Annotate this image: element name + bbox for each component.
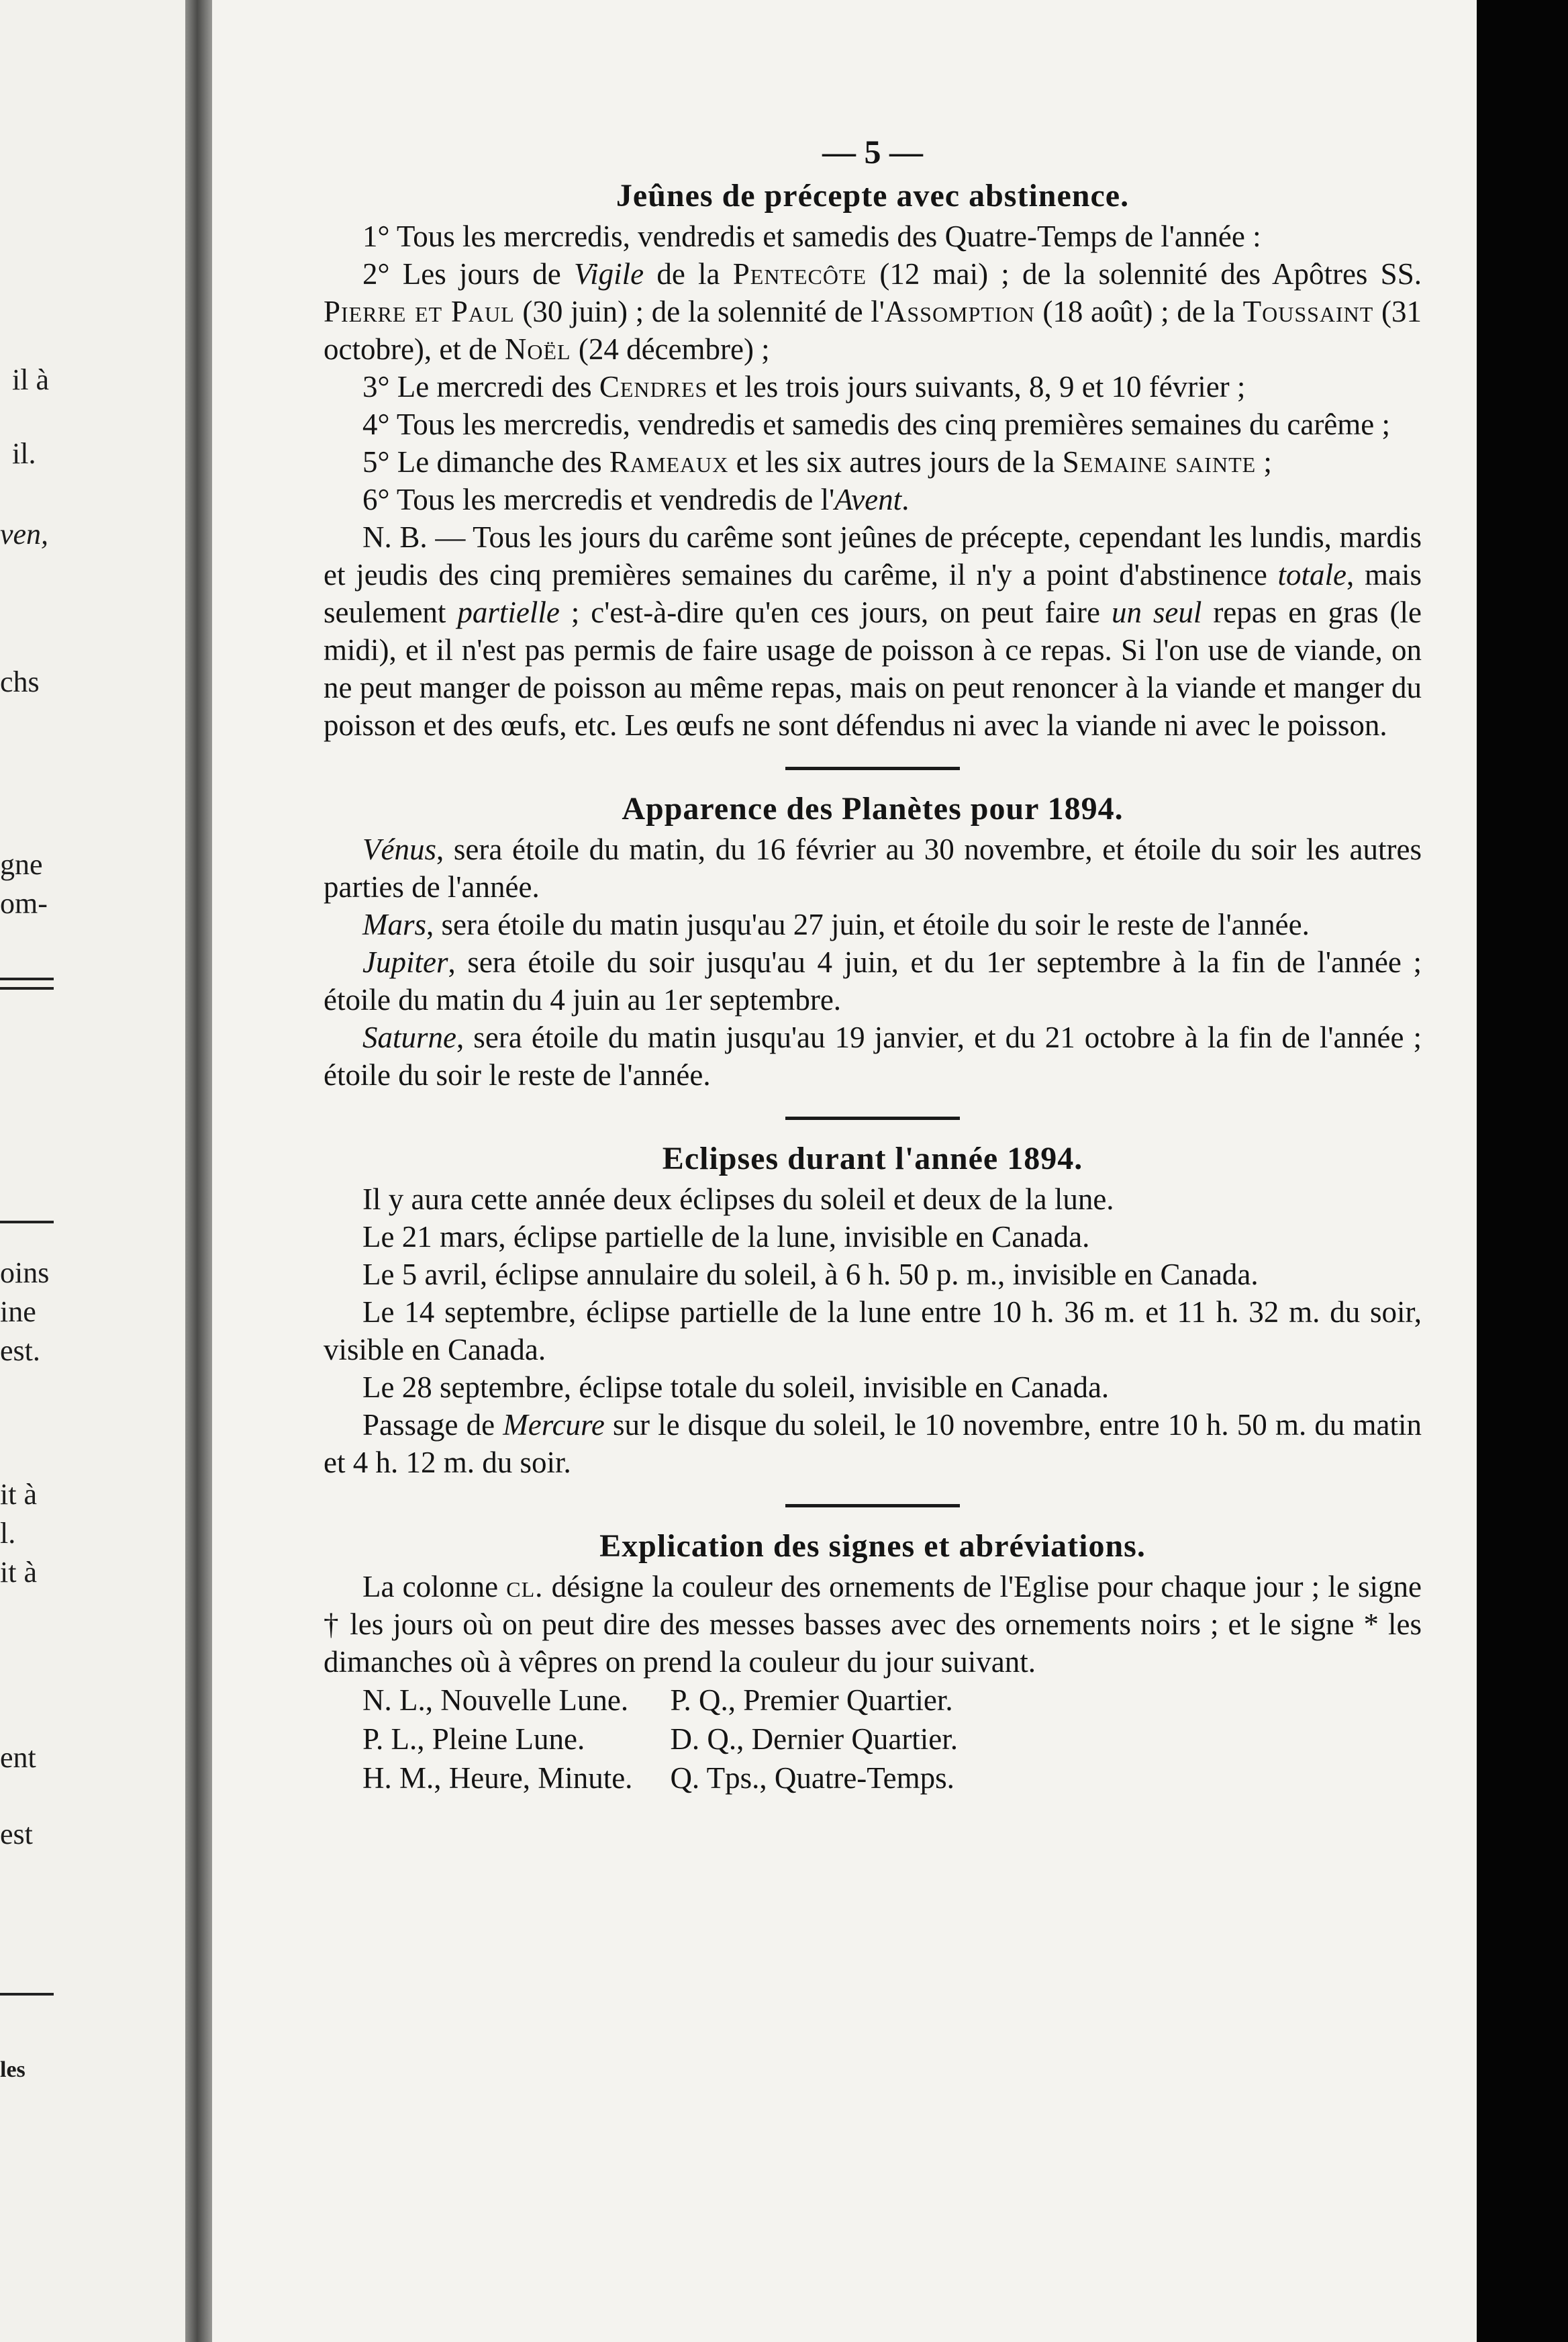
left-fragment-line: ven,	[0, 518, 49, 551]
book-gutter	[185, 0, 212, 2342]
left-fragment-line: chs	[0, 665, 40, 698]
eclipse-entry: Le 21 mars, éclipse partielle de la lune, invisible en Canada.	[362, 1220, 1090, 1254]
planet-saturne: Saturne, sera étoile du matin jusqu'au 19 janvier, et du 21 octobre à la fin de l'année ; étoile du soir le reste de l'année.	[324, 1021, 1422, 1092]
jeunes-item-6: 6° Tous les mercredis et vendredis de l'Avent.	[362, 483, 910, 516]
planet-mars: Mars, sera étoile du matin jusqu'au 27 juin, et étoile du soir le reste de l'année.	[362, 908, 1310, 941]
left-fragment-line: est.	[0, 1334, 40, 1367]
left-fragment-line: il.	[12, 437, 36, 470]
planet-venus: Vénus, sera étoile du matin, du 16 février au 30 novembre, et étoile du soir les autres parties de l'année.	[324, 833, 1422, 904]
page-number: — 5 —	[822, 133, 923, 171]
left-fragment-line: it à	[0, 1556, 37, 1589]
left-page-fragment	[0, 0, 185, 2342]
left-fragment-line: ent	[0, 1741, 36, 1774]
section-divider	[785, 767, 960, 770]
abbreviation-cell: P. L., Pleine Lune.	[362, 1722, 585, 1756]
scan-border	[1477, 0, 1568, 2342]
left-fragment-line: il à	[12, 363, 49, 396]
section-heading-planetes: Apparence des Planètes pour 1894.	[622, 791, 1124, 827]
left-rule	[0, 987, 54, 990]
abbreviation-cell: Q. Tps., Quatre-Temps.	[670, 1761, 954, 1795]
jeunes-item-3: 3° Le mercredi des Cendres et les trois jours suivants, 8, 9 et 10 février ;	[362, 370, 1246, 404]
jeunes-item-5: 5° Le dimanche des Rameaux et les six autres jours de la Semaine sainte ;	[362, 445, 1272, 479]
abbreviation-cell: N. L., Nouvelle Lune.	[362, 1683, 629, 1717]
eclipses-intro: Il y aura cette année deux éclipses du soleil et deux de la lune.	[362, 1182, 1114, 1216]
jeunes-note: N. B. — Tous les jours du carême sont jeûnes de précepte, cependant les lundis, mardis et jeudis des cinq premières semaines du carême, il n'y a point d'abstinence totale, mais seulement partielle ; c'est-à-dire qu'en ces jours, on peut faire un seul repas en gras (le midi), et il n'est pas permis de faire usage de poisson à ce repas. Si l'on use de viande, on ne peut manger de poisson au même repas, mais on peut renoncer à la viande et manger du poisson et des œufs, etc. Les œufs ne sont défendus ni avec la viande ni avec le poisson.	[324, 520, 1422, 742]
jeunes-item-4: 4° Tous les mercredis, vendredis et samedis des cinq premières semaines du carême ;	[362, 408, 1391, 441]
left-fragment-line: oins	[0, 1256, 50, 1289]
left-fragment-line: om-	[0, 887, 48, 920]
eclipse-entry: Le 5 avril, éclipse annulaire du soleil, à 6 h. 50 p. m., invisible en Canada.	[362, 1258, 1259, 1291]
explication-paragraph: La colonne cl. désigne la couleur des ornements de l'Eglise pour chaque jour ; le signe † les jours où on peut dire des messes basses avec des ornements noirs ; et le signe * les dimanches où à vêpres on prend la couleur du jour suivant.	[324, 1570, 1422, 1679]
mercure-transit: Passage de Mercure sur le disque du soleil, le 10 novembre, entre 10 h. 50 m. du matin et 4 h. 12 m. du soir.	[324, 1408, 1422, 1479]
abbreviation-row	[362, 1681, 995, 1720]
eclipse-entry: Le 14 septembre, éclipse partielle de la lune entre 10 h. 36 m. et 11 h. 32 m. du soir, visible en Canada.	[324, 1295, 1422, 1366]
left-fragment-line: l.	[0, 1517, 16, 1550]
left-rule	[0, 1993, 54, 1996]
jeunes-item-2: 2° Les jours de Vigile de la Pentecôte (12 mai) ; de la solennité des Apôtres SS. Pierre et Paul (30 juin) ; de la solennité de l'Assomption (18 août) ; de la Toussaint (31 octobre), et de Noël (24 décembre) ;	[324, 257, 1422, 366]
abbreviation-cell: P. Q., Premier Quartier.	[670, 1683, 953, 1717]
section-heading-eclipses: Eclipses durant l'année 1894.	[662, 1141, 1083, 1176]
planet-jupiter: Jupiter, sera étoile du soir jusqu'au 4 juin, et du 1er septembre à la fin de l'année ; étoile du matin du 4 juin au 1er septembre.	[324, 945, 1422, 1017]
left-rule	[0, 978, 54, 980]
left-fragment-line: ine	[0, 1295, 36, 1328]
abbreviation-row	[362, 1759, 995, 1797]
abbreviations-table	[362, 1681, 995, 1797]
section-divider	[785, 1117, 960, 1120]
section-divider	[785, 1504, 960, 1507]
left-fragment-line: les	[0, 2057, 26, 2082]
section-heading-jeunes: Jeûnes de précepte avec abstinence.	[616, 178, 1130, 214]
left-fragment-line: gne	[0, 848, 43, 881]
left-fragment-line: est	[0, 1818, 33, 1851]
jeunes-item-1: 1° Tous les mercredis, vendredis et samedis des Quatre-Temps de l'année :	[362, 220, 1261, 253]
eclipse-entry: Le 28 septembre, éclipse totale du soleil, invisible en Canada.	[362, 1370, 1110, 1404]
section-heading-explication: Explication des signes et abréviations.	[599, 1528, 1146, 1564]
abbreviation-cell: H. M., Heure, Minute.	[362, 1761, 633, 1795]
abbreviation-cell: D. Q., Dernier Quartier.	[670, 1722, 959, 1756]
abbreviation-row	[362, 1720, 995, 1759]
left-fragment-line: it à	[0, 1478, 37, 1511]
left-rule	[0, 1221, 54, 1223]
page-content	[324, 133, 1422, 1797]
